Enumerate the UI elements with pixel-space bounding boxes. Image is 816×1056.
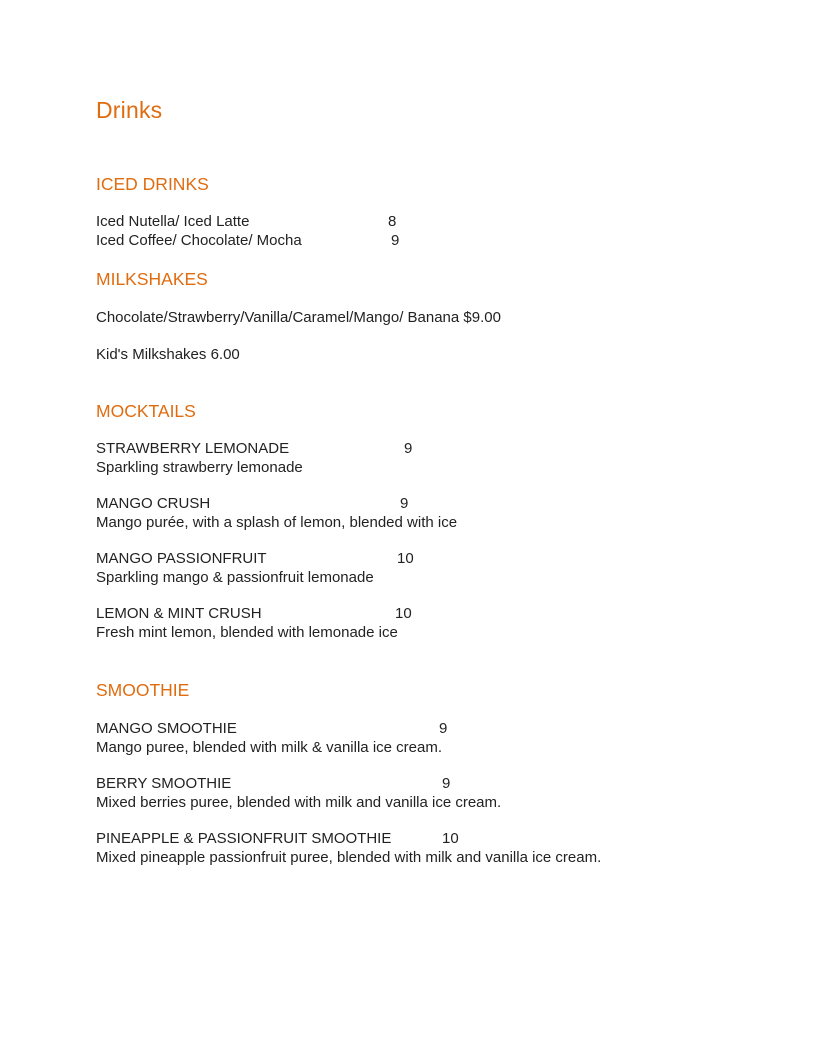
menu-item-name: MANGO CRUSH: [96, 495, 211, 512]
menu-item-price: 10: [395, 605, 412, 622]
menu-item-price: 8: [388, 213, 397, 230]
menu-item-price: 9: [404, 440, 413, 457]
menu-item-name: Iced Coffee/ Chocolate/ Mocha: [96, 232, 302, 249]
kids-milkshakes: Kid's Milkshakes 6.00: [96, 346, 240, 363]
menu-item-price: 10: [397, 550, 414, 567]
menu-item-description: Mixed pineapple passionfruit puree, blended with milk and vanilla ice cream.: [96, 849, 602, 866]
menu-item-description: Fresh mint lemon, blended with lemonade ice: [96, 624, 398, 641]
menu-item-price: 9: [442, 775, 451, 792]
menu-item-name: PINEAPPLE & PASSIONFRUIT SMOOTHIE: [96, 830, 392, 847]
menu-item-price: 10: [442, 830, 459, 847]
section-heading-smoothie: SMOOTHIE: [96, 680, 190, 700]
menu-item-price: 9: [391, 232, 400, 249]
section-heading-mocktails: MOCKTAILS: [96, 401, 196, 421]
menu-item-name: MANGO PASSIONFRUIT: [96, 550, 267, 567]
menu-item-price: 9: [439, 720, 448, 737]
menu-item-name: Iced Nutella/ Iced Latte: [96, 213, 250, 230]
milkshake-flavors: Chocolate/Strawberry/Vanilla/Caramel/Mango/ Banana $9.00: [96, 309, 501, 326]
section-heading-milkshakes: MILKSHAKES: [96, 269, 208, 289]
menu-item-name: BERRY SMOOTHIE: [96, 775, 232, 792]
menu-item-description: Mango purée, with a splash of lemon, blended with ice: [96, 514, 458, 531]
menu-item-price: 9: [400, 495, 409, 512]
menu-item-description: Mango puree, blended with milk & vanilla ice cream.: [96, 739, 443, 756]
menu-item-name: LEMON & MINT CRUSH: [96, 605, 262, 622]
menu-item-name: STRAWBERRY LEMONADE: [96, 440, 290, 457]
page-title: Drinks: [96, 97, 163, 123]
section-heading-iced-drinks: ICED DRINKS: [96, 174, 209, 194]
menu-item-description: Sparkling mango & passionfruit lemonade: [96, 569, 374, 586]
menu-item-name: MANGO SMOOTHIE: [96, 720, 237, 737]
menu-item-description: Sparkling strawberry lemonade: [96, 459, 303, 476]
menu-item-description: Mixed berries puree, blended with milk and vanilla ice cream.: [96, 794, 502, 811]
